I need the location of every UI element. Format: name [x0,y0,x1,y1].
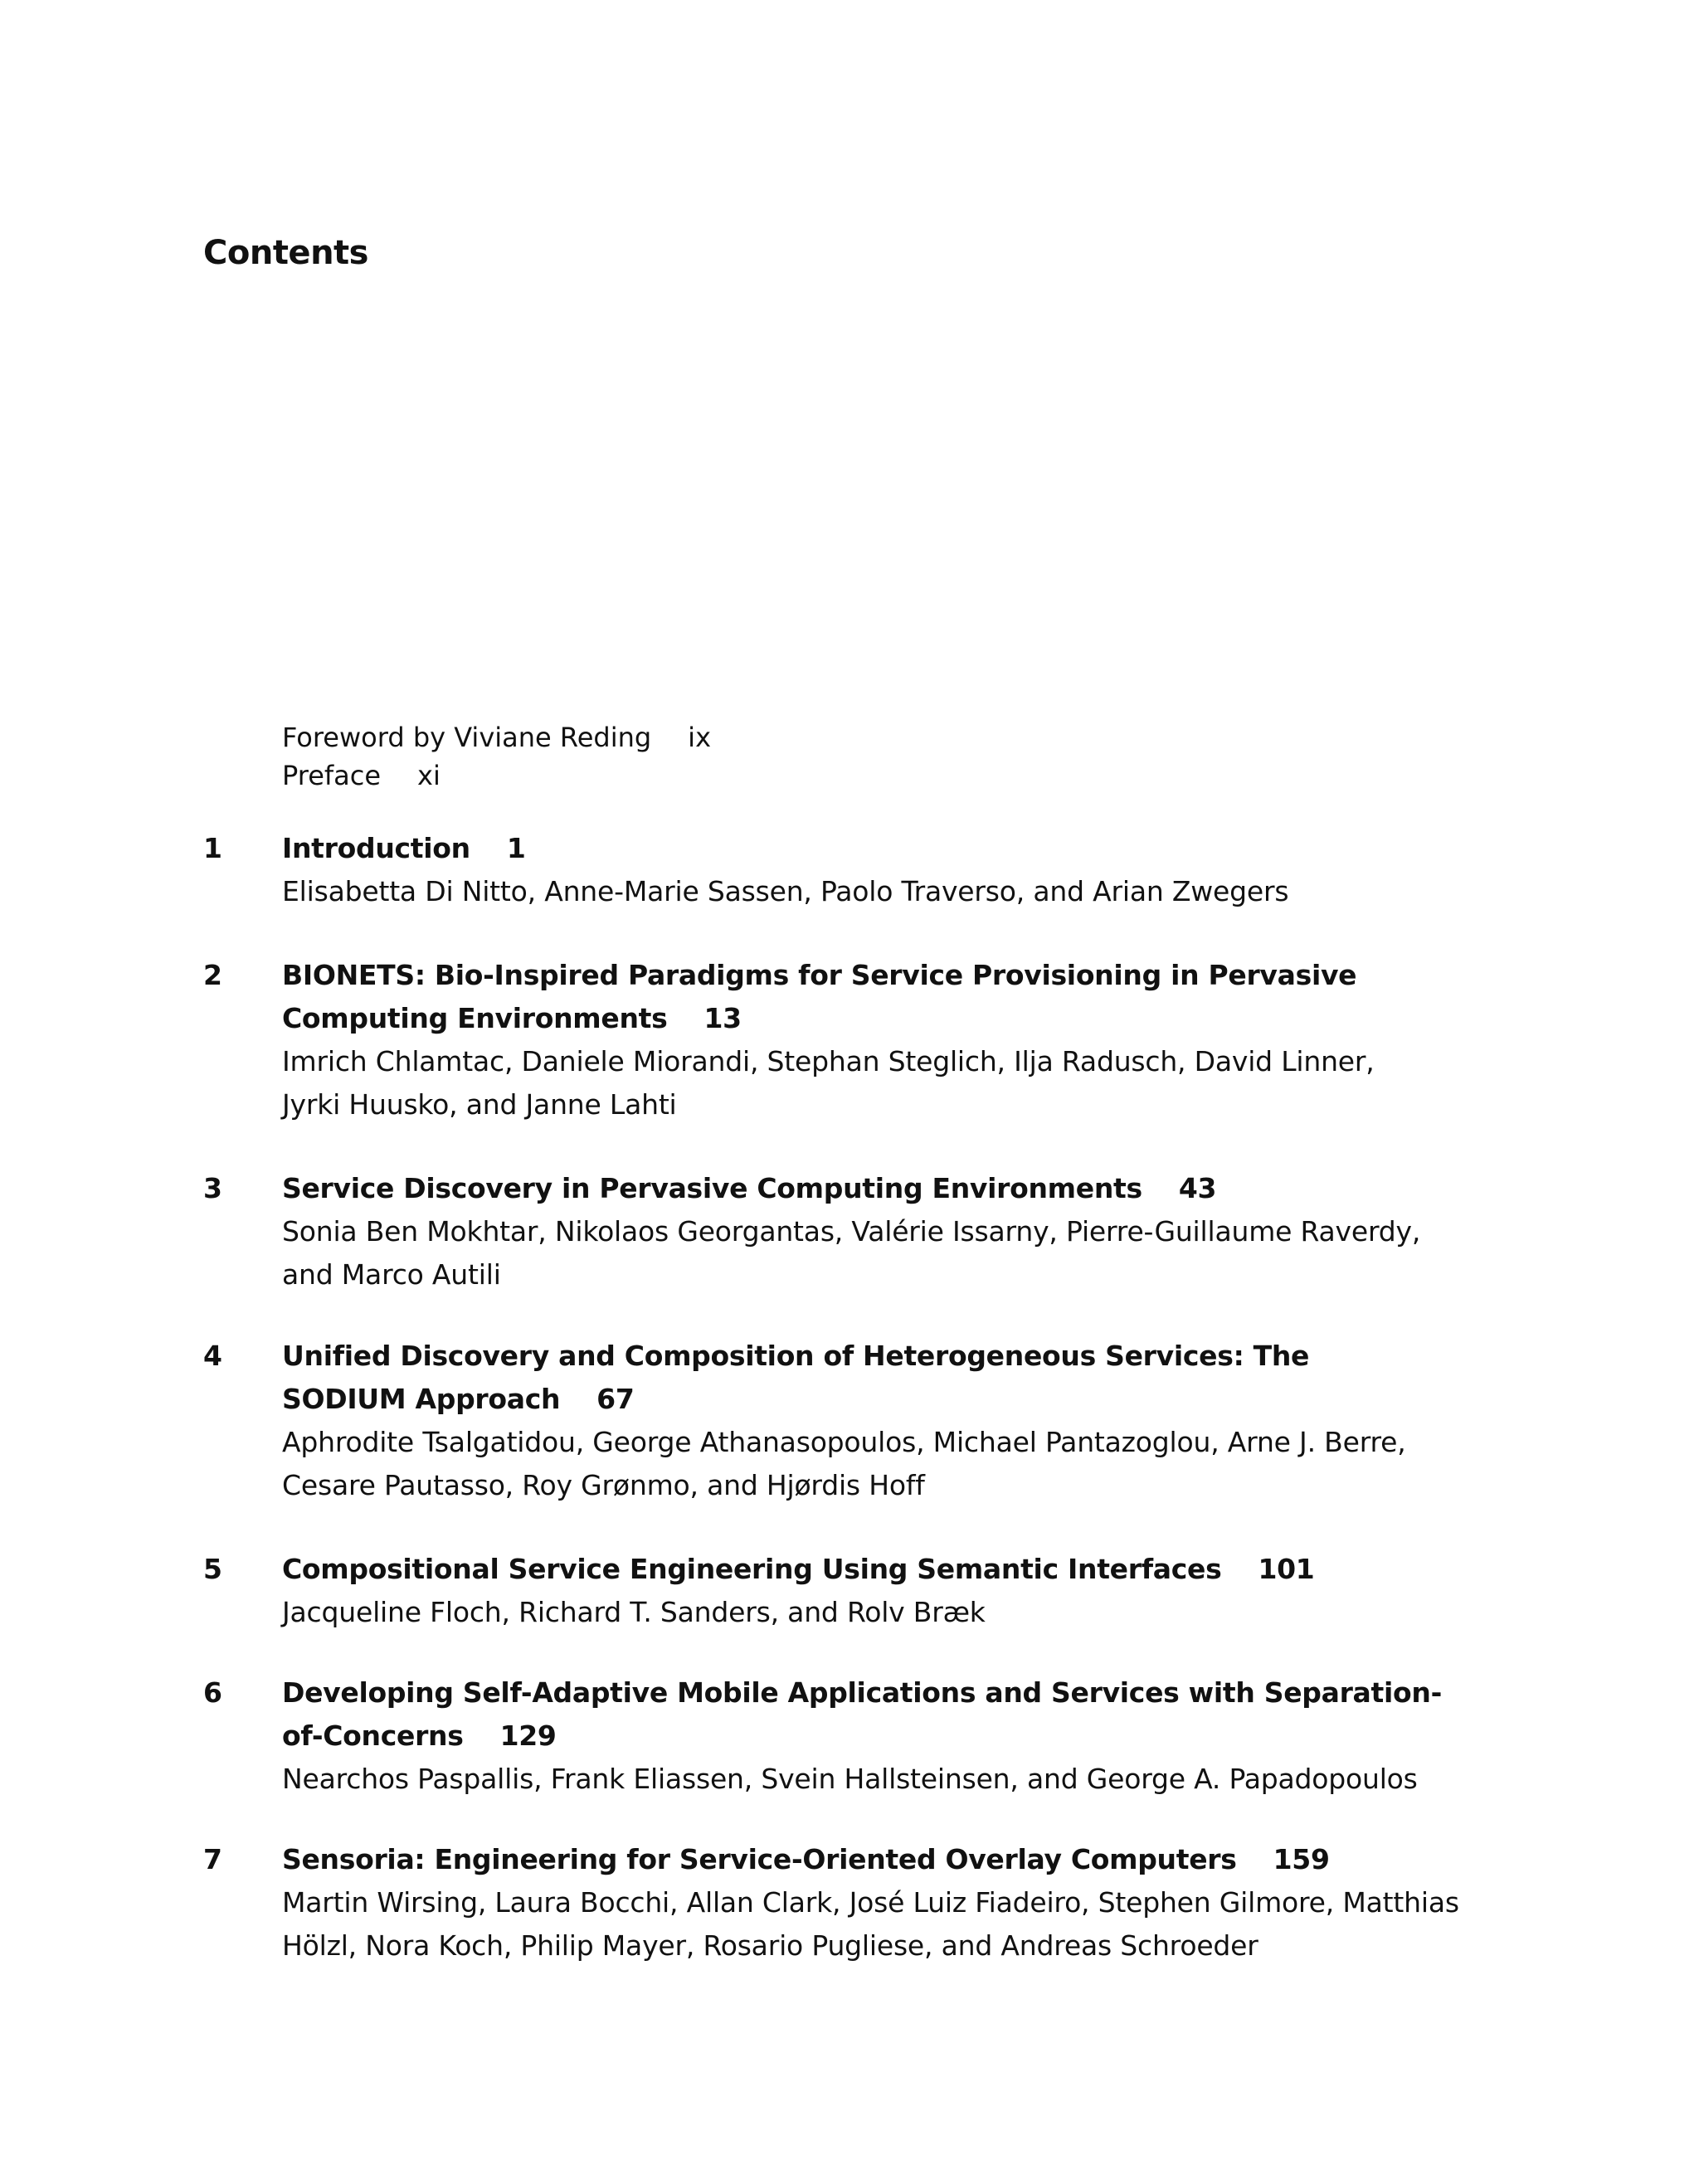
chapter-page: 101 [1258,1553,1315,1585]
chapter-title-line [282,1167,1443,1210]
chapter-body [282,1671,1485,1801]
chapter-body [282,1335,1485,1507]
chapter-title: BIONETS: Bio-Inspired Paradigms for Service Provisioning in Pervasive Computing Environments [282,959,1357,1034]
chapter-title: Unified Discovery and Composition of Heterogeneous Services: The SODIUM Approach [282,1340,1310,1415]
chapter-title-line [282,1671,1477,1758]
chapter-number: 1 [203,832,222,864]
chapter-body [282,1167,1443,1296]
chapter-authors: Imrich Chlamtac, Daniele Miorandi, Stephan Steglich, Ilja Radusch, David Linner, Jyrki Huusko, and Janne Lahti [282,1045,1375,1121]
chapter-body [282,827,1443,913]
page-title: Contents [203,234,368,272]
chapter-number: 5 [203,1553,222,1585]
chapter-title: Sensoria: Engineering for Service-Oriented Overlay Computers [282,1843,1237,1875]
chapter-number: 6 [203,1676,222,1709]
chapter-authors: Aphrodite Tsalgatidou, George Athanasopoulos, Michael Pantazoglou, Arne J. Berre, Cesare Pautasso, Roy Grønmo, and Hjørdis Hoff [282,1426,1406,1501]
chapter-authors: Nearchos Paspallis, Frank Eliassen, Svein Hallsteinsen, and George A. Papadopoulos [282,1763,1418,1795]
chapter-number: 2 [203,959,222,991]
chapter-page: 129 [499,1719,557,1752]
chapter-number: 7 [203,1843,222,1875]
front-matter-title: Preface [282,760,382,791]
chapter-body [282,1548,1443,1634]
chapter-title-line [282,1548,1443,1591]
chapter-page: 13 [703,1002,742,1034]
chapter-number: 3 [203,1172,222,1204]
front-matter-page: xi [417,760,441,791]
chapter-body [282,954,1427,1126]
chapter-page: 67 [596,1383,635,1415]
chapter-title-line [282,1838,1460,1881]
chapter-title: Service Discovery in Pervasive Computing Environments [282,1172,1142,1204]
front-matter-page: ix [688,722,711,753]
front-matter-item[interactable] [282,756,711,795]
chapter-authors: Martin Wirsing, Laura Bocchi, Allan Clark, José Luiz Fiadeiro, Stephen Gilmore, Matthias Hölzl, Nora Koch, Philip Mayer, Rosario Pugliese, and Andreas Schroeder [282,1886,1459,1962]
chapter-title: Compositional Service Engineering Using Semantic Interfaces [282,1553,1222,1585]
chapter-authors: Sonia Ben Mokhtar, Nikolaos Georgantas, Valérie Issarny, Pierre-Guillaume Raverdy, and Marco Autili [282,1215,1421,1291]
chapter-page: 1 [506,832,526,864]
chapter-number: 4 [203,1340,222,1372]
chapter-page: 43 [1178,1172,1217,1204]
chapter-title: Developing Self-Adaptive Mobile Applications and Services with Separation-of-Concerns [282,1676,1442,1752]
chapter-body [282,1838,1460,1968]
chapter-title-line [282,1335,1311,1421]
front-matter-list [282,718,711,795]
chapter-title-line [282,827,1443,870]
front-matter-title: Foreword by Viviane Reding [282,722,652,753]
front-matter-item[interactable] [282,718,711,756]
chapter-authors: Elisabetta Di Nitto, Anne-Marie Sassen, Paolo Traverso, and Arian Zwegers [282,875,1289,907]
chapter-title: Introduction [282,832,470,864]
chapter-authors: Jacqueline Floch, Richard T. Sanders, and Rolv Bræk [282,1596,986,1628]
chapter-page: 159 [1273,1843,1330,1875]
chapter-title-line [282,954,1427,1040]
